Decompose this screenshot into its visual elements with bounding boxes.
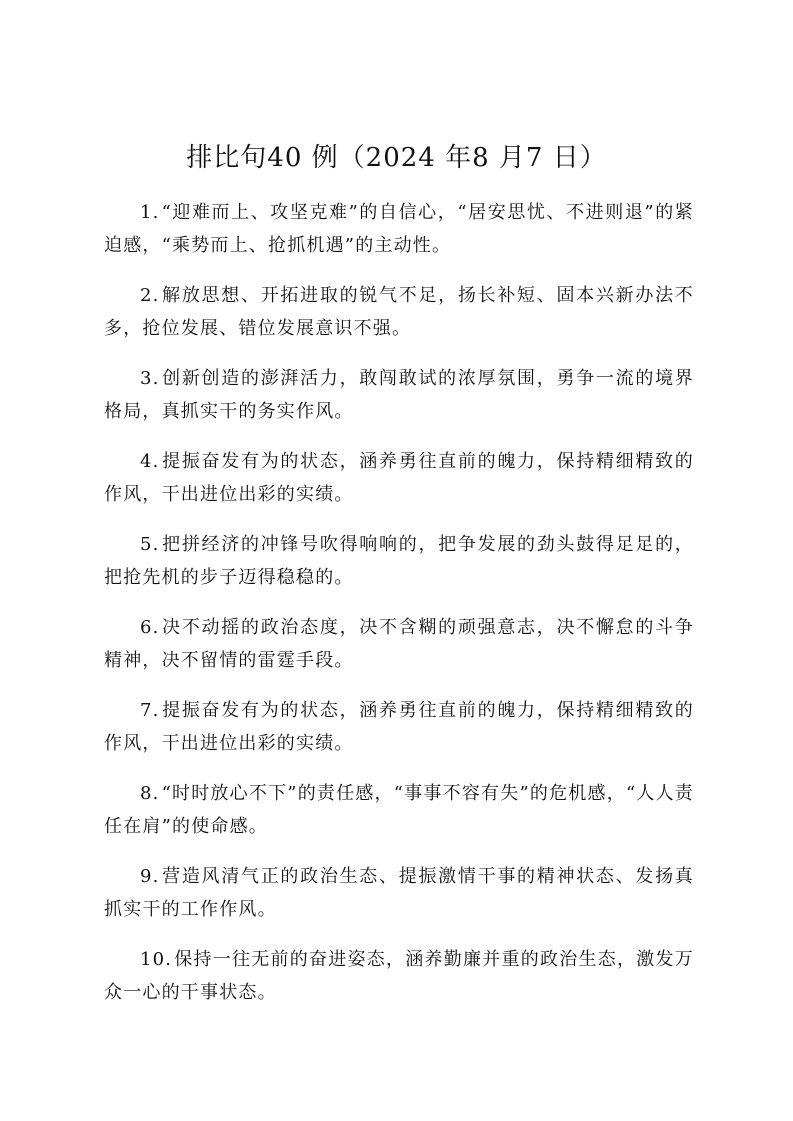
item-number: 7. xyxy=(140,700,160,721)
item-number: 1. xyxy=(140,202,160,223)
item-number: 8. xyxy=(140,783,160,804)
list-item xyxy=(104,694,694,760)
list-item xyxy=(104,777,694,843)
item-text: 提振奋发有为的状态，涵养勇往直前的魄力，保持精细精致的作风，干出进位出彩的实绩。 xyxy=(104,451,694,505)
list-item xyxy=(104,860,694,926)
item-number: 2. xyxy=(140,285,160,306)
item-text: 解放思想、开拓进取的锐气不足，扬长补短、固本兴新办法不多，抢位发展、错位发展意识不强。 xyxy=(104,285,694,339)
item-text: 营造风清气正的政治生态、提振激情干事的精神状态、发扬真抓实干的工作作风。 xyxy=(104,866,694,920)
item-number: 10. xyxy=(140,949,173,970)
item-number: 5. xyxy=(140,534,160,555)
list-item xyxy=(104,362,694,428)
list-item xyxy=(104,279,694,345)
item-text: 把拼经济的冲锋号吹得响响的，把争发展的劲头鼓得足足的，把抢先机的步子迈得稳稳的。 xyxy=(104,534,694,588)
list-item xyxy=(104,196,694,262)
list-item xyxy=(104,528,694,594)
list-item xyxy=(104,611,694,677)
item-text: “时时放心不下”的责任感，“事事不容有失”的危机感，“人人责任在肩”的使命感。 xyxy=(104,783,694,837)
item-text: 决不动摇的政治态度，决不含糊的顽强意志，决不懈怠的斗争精神，决不留情的雷霆手段。 xyxy=(104,617,694,671)
item-text: 保持一往无前的奋进姿态，涵养勤廉并重的政治生态，激发万众一心的干事状态。 xyxy=(104,949,694,1003)
list-item xyxy=(104,445,694,511)
sentence-list xyxy=(104,196,694,1026)
item-number: 9. xyxy=(140,866,160,887)
item-number: 4. xyxy=(140,451,160,472)
item-text: “迎难而上、攻坚克难”的自信心，“居安思忧、不进则退”的紧迫感，“乘势而上、抢抓机遇”的主动性。 xyxy=(104,202,694,256)
item-text: 提振奋发有为的状态，涵养勇往直前的魄力，保持精细精致的作风，干出进位出彩的实绩。 xyxy=(104,700,694,754)
item-number: 6. xyxy=(140,617,160,638)
document-title: 排比句40 例（2024 年8 月7 日） xyxy=(186,143,607,173)
item-number: 3. xyxy=(140,368,160,389)
list-item xyxy=(104,943,694,1009)
item-text: 创新创造的澎湃活力，敢闯敢试的浓厚氛围，勇争一流的境界格局，真抓实干的务实作风。 xyxy=(104,368,694,422)
